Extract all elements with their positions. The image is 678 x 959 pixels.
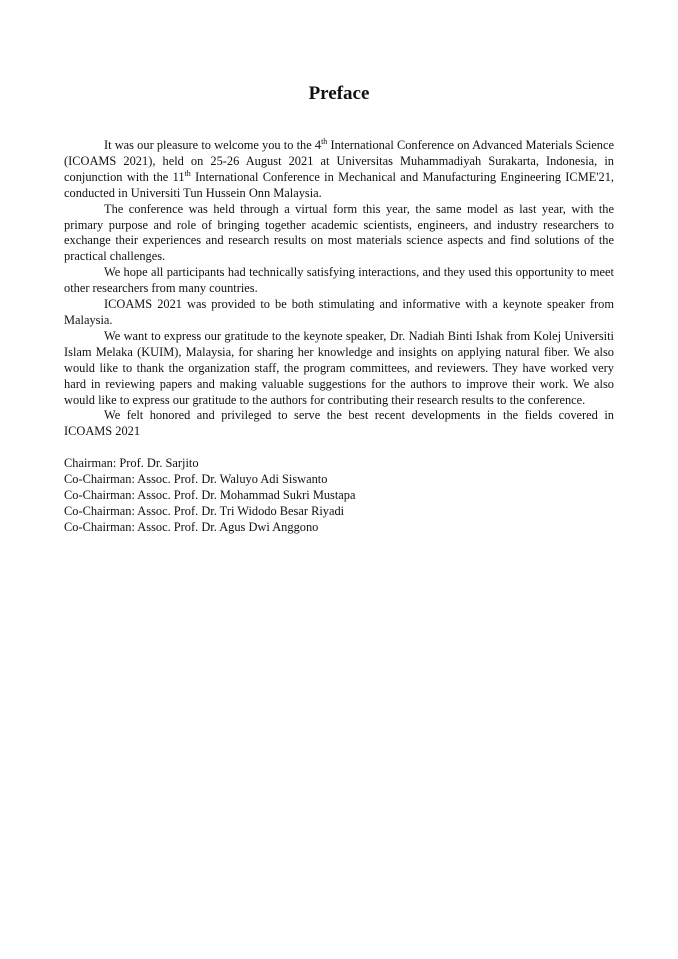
paragraph-welcome	[64, 138, 614, 202]
paragraph-participants: We hope all participants had technically satisfying interactions, and they used this opportunity to meet other researchers from many countries.	[64, 265, 614, 296]
paragraph-welcome-part-a: It was our pleasure to welcome you to the 4	[104, 138, 322, 152]
paragraph-keynote: ICOAMS 2021 was provided to be both stimulating and informative with a keynote speaker from Malaysia.	[64, 297, 614, 327]
page-title: Preface	[308, 83, 370, 104]
signature-co-chairman: Co-Chairman: Assoc. Prof. Dr. Tri Widodo Besar Riyadi	[64, 503, 345, 518]
signature-co-chairman: Co-Chairman: Assoc. Prof. Dr. Waluyo Adi Siswanto	[64, 472, 328, 487]
paragraph-gratitude: We want to express our gratitude to the keynote speaker, Dr. Nadiah Binti Ishak from Kolej Universiti Islam Melaka (KUIM), Malaysia, for sharing her knowledge and insights on applying natural fiber. We also would like to thank the organization staff, the program committees, and reviewers. They have worked very hard in reviewing papers and making valuable suggestions for the authors to improve their work. We also would like to express our gratitude to the authors for contributing their research results to the conference.	[64, 328, 614, 407]
paragraph-honored: We felt honored and privileged to serve the best recent developments in the fields covered in ICOAMS 2021	[64, 408, 614, 439]
signature-chairman: Chairman: Prof. Dr. Sarjito	[64, 456, 199, 471]
signature-block	[64, 456, 614, 536]
paragraph-welcome-part-c: International Conference in Mechanical and Manufacturing Engineering ICME'21, conducted in Universiti Tun Hussein Onn Malaysia.	[64, 169, 615, 200]
signature-co-chairman: Co-Chairman: Assoc. Prof. Dr. Agus Dwi Anggono	[64, 519, 319, 534]
paragraph-welcome-part-b: International Conference on Advanced Materials Science (ICOAMS 2021), held on 25-26 August 2021 at Universitas Muhammadiyah Surakarta, Indonesia, in conjunction with the 11	[64, 138, 614, 184]
ordinal-superscript: th	[321, 136, 328, 146]
signature-co-chairman: Co-Chairman: Assoc. Prof. Dr. Mohammad Sukri Mustapa	[64, 488, 356, 503]
paragraph-virtual-form: The conference was held through a virtual form this year, the same model as last year, with the primary purpose and role of bringing together academic scientists, engineers, and industry researchers to exchange their experiences and research results on most materials science aspects and find solutions of the practical challenges.	[64, 201, 614, 264]
preface-body	[64, 138, 614, 440]
ordinal-superscript: th	[184, 168, 191, 178]
